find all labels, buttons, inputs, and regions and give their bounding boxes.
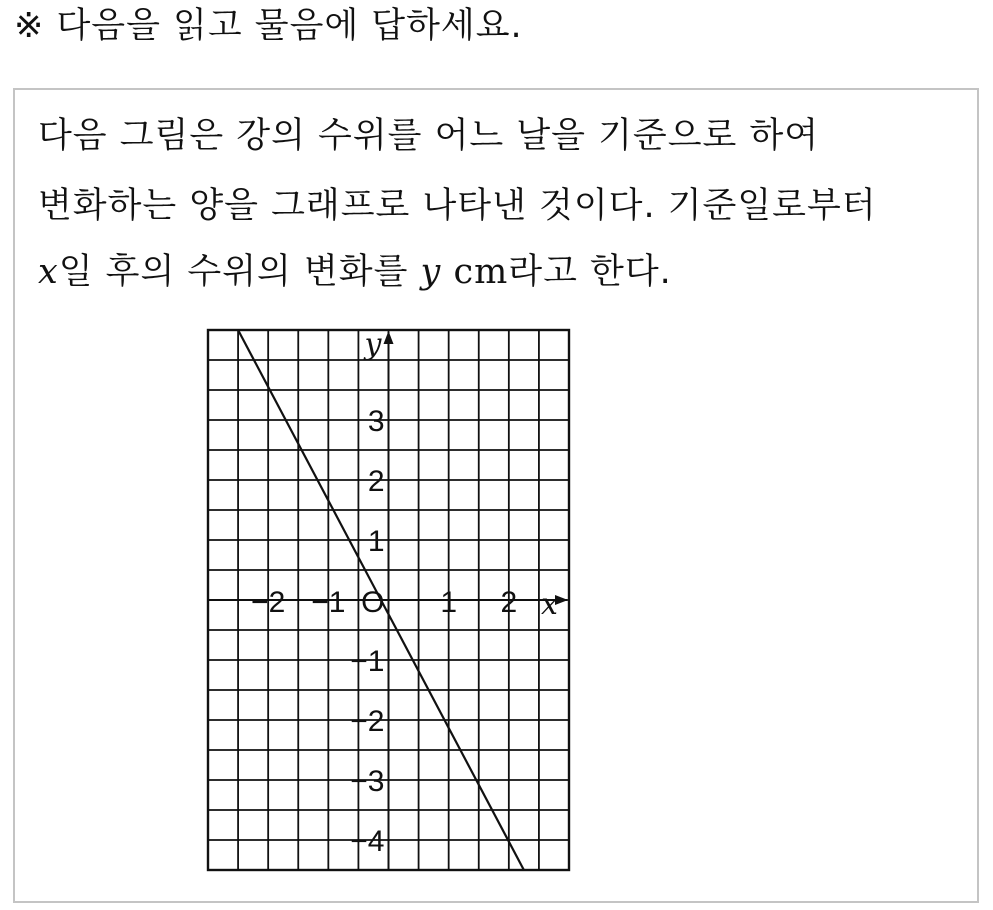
problem-line-3-part-2: 라고 한다.: [508, 252, 672, 292]
y-tick-label: 3: [367, 405, 385, 438]
variable-x: x: [38, 252, 59, 292]
problem-line-1: 다음 그림은 강의 수위를 어느 날을 기준으로 하여: [38, 116, 820, 156]
unit-cm: cm: [453, 252, 509, 292]
problem-line-3-part-1: 일 후의 수위의 변화를: [58, 252, 421, 292]
problem-line-2: 변화하는 양을 그래프로 나타낸 것이다. 기준일로부터: [38, 186, 877, 226]
x-tick-label: −2: [251, 586, 286, 619]
graph-labels: [251, 327, 558, 858]
origin-label: O: [361, 586, 385, 619]
y-tick-label: −4: [350, 825, 385, 858]
y-tick-label: −2: [350, 705, 385, 738]
x-tick-label: 1: [440, 586, 458, 619]
y-tick-label: −1: [350, 645, 385, 678]
y-tick-label: −3: [350, 765, 385, 798]
x-tick-label: −1: [311, 586, 346, 619]
variable-y: y: [420, 252, 442, 292]
instruction-text: ※ 다음을 읽고 물음에 답하세요.: [14, 6, 523, 46]
x-axis-label: x: [541, 587, 558, 622]
y-axis-arrow-icon: [384, 331, 394, 344]
x-tick-label: 2: [500, 586, 518, 619]
y-tick-label: 1: [367, 525, 385, 558]
y-tick-label: 2: [367, 465, 385, 498]
y-axis-label: y: [364, 327, 382, 362]
